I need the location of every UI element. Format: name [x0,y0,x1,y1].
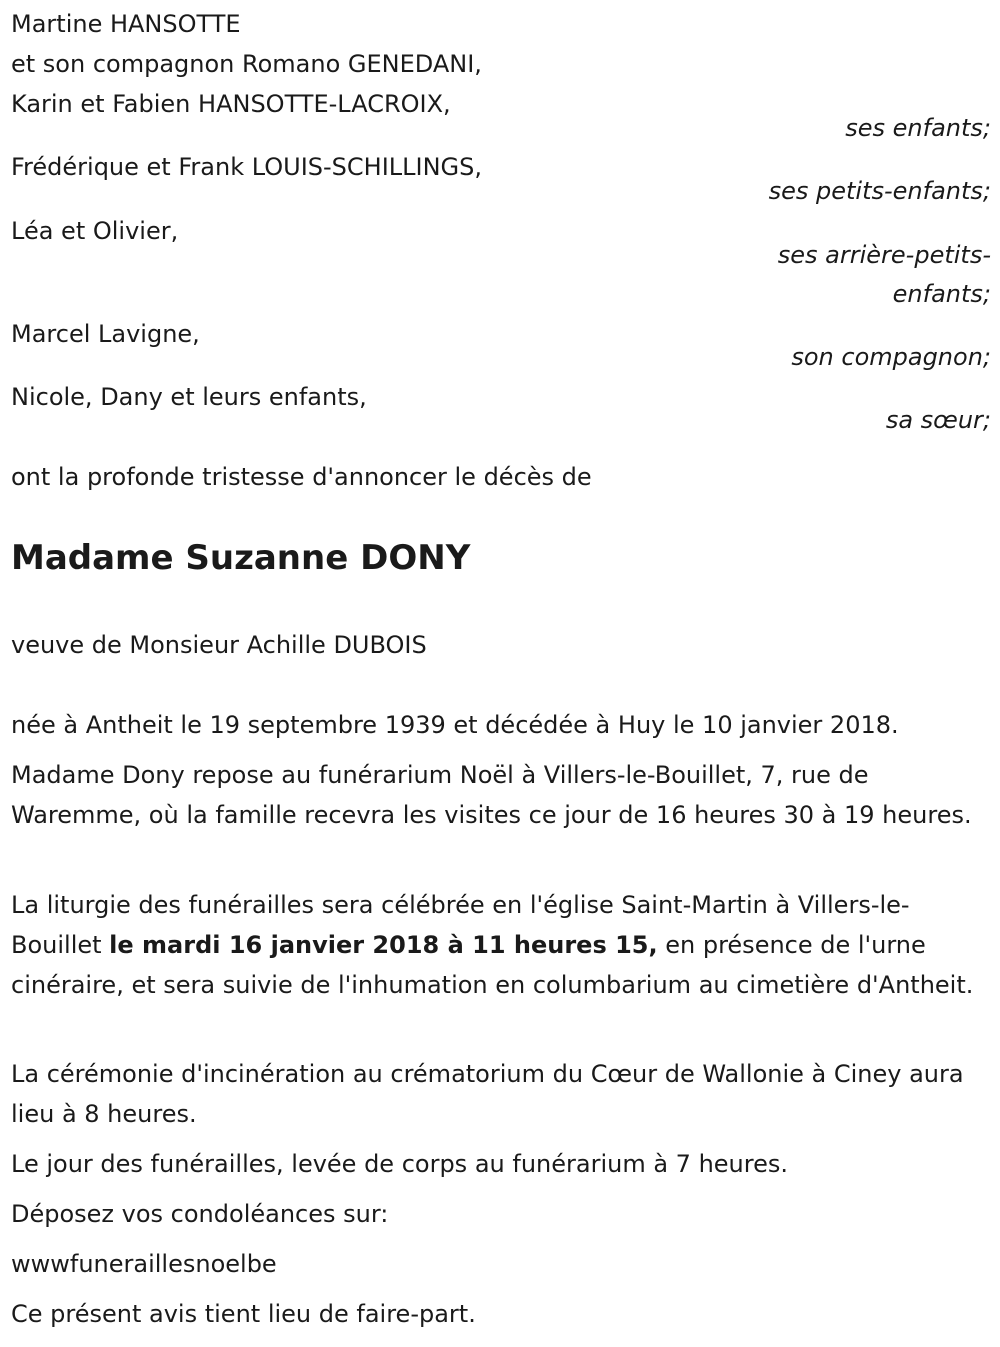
visitation-paragraph: Madame Dony repose au funérarium Noël à Villers-le-Bouillet, 7, rue de Waremme, où la famille recevra les visites ce jour de 16 heures 30 à 19 heures. [11,761,972,829]
announcement-text: ont la profonde tristesse d'annoncer le décès de [11,463,592,491]
role-children: ses enfants; [845,114,991,142]
liturgy-paragraph [11,885,986,1005]
condolences-label: Déposez vos condoléances sur: [11,1200,389,1228]
birth-death-dates: née à Antheit le 19 septembre 1939 et décédée à Huy le 10 janvier 2018. [11,711,899,739]
family-companion: Marcel Lavigne, [11,320,200,348]
family-grandchildren: Frédérique et Frank LOUIS-SCHILLINGS, [11,153,483,181]
role-companion: son compagnon; [791,343,991,371]
notice-statement: Ce présent avis tient lieu de faire-part. [11,1300,476,1328]
procession-paragraph: Le jour des funérailles, levée de corps au funérarium à 7 heures. [11,1150,788,1178]
liturgy-date-time: le mardi 16 janvier 2018 à 11 heures 15, [109,931,658,959]
family-line-2: et son compagnon Romano GENEDANI, [11,50,482,78]
obituary-notice [11,0,991,1347]
family-line-1: Martine HANSOTTE [11,10,241,38]
cremation-paragraph: La cérémonie d'incinération au crématorium du Cœur de Wallonie à Ciney aura lieu à 8 heures. [11,1060,964,1128]
widow-of: veuve de Monsieur Achille DUBOIS [11,631,427,659]
role-grandchildren: ses petits-enfants; [768,177,991,205]
condolences-website: wwwfuneraillesnoelbe [11,1250,277,1278]
role-great-grandchildren-line-2: enfants; [892,280,991,308]
liturgy-text-before: La liturgie des funérailles sera célébrée en l'église Saint-Martin à Villers-le-Bouillet [11,891,910,959]
family-line-3: Karin et Fabien HANSOTTE-LACROIX, [11,90,451,118]
role-great-grandchildren-line-1: ses arrière-petits- [777,241,991,269]
deceased-name: Madame Suzanne DONY [11,538,471,578]
liturgy-text-after: en présence de l'urne cinéraire, et sera suivie de l'inhumation en columbarium au cimetière d'Antheit. [11,931,974,999]
family-sister: Nicole, Dany et leurs enfants, [11,383,367,411]
family-great-grandchildren: Léa et Olivier, [11,217,179,245]
role-sister: sa sœur; [885,406,991,434]
